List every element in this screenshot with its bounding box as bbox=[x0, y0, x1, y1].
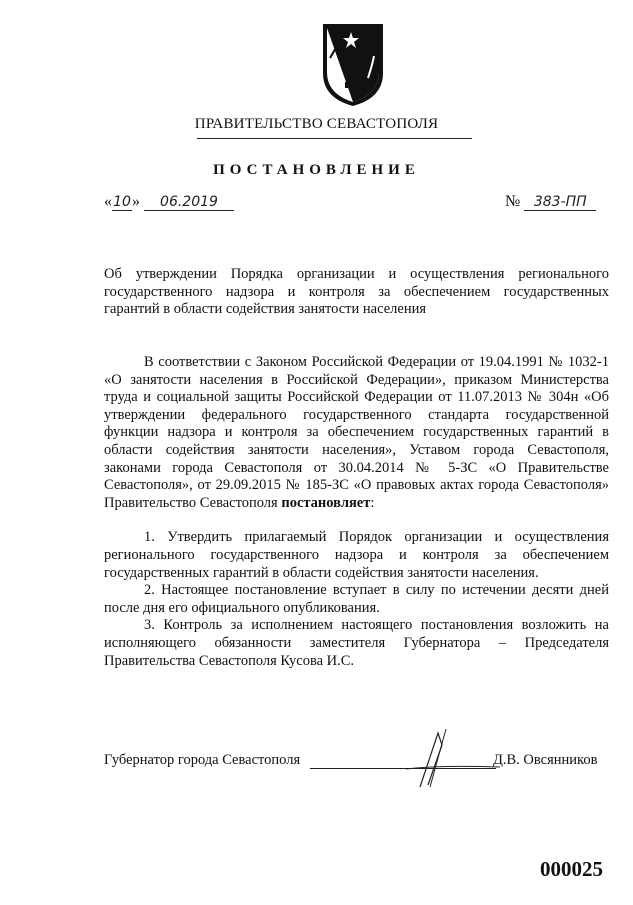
signer-name: Д.В. Овсянников bbox=[493, 752, 598, 768]
document-number bbox=[505, 193, 596, 211]
document-type: ПОСТАНОВЛЕНИЕ bbox=[213, 162, 420, 178]
date-close-quote: » bbox=[132, 193, 140, 210]
sevastopol-coat-of-arms-icon bbox=[320, 18, 386, 108]
document-body bbox=[104, 354, 609, 670]
item-1: 1. Утвердить прилагаемый Порядок организации и осуществления регионального государственного надзора и контроля за обеспечением государственных гарантий в области содействия занятости населения. bbox=[104, 529, 609, 581]
date-open-quote: « bbox=[104, 193, 112, 210]
preamble-paragraph bbox=[104, 354, 609, 512]
government-name: ПРАВИТЕЛЬСТВО СЕВАСТОПОЛЯ bbox=[194, 116, 439, 132]
preamble-text: В соответствии с Законом Российской Федерации от 19.04.1991 № 1032-1 «О занятости населения в Российской Федерации», приказом Министерства труда и социальной защиты Российской Федерации от 11.07.2013 № 304н «Об утверждении федерального государственного стандарта государственной функции надзора и контроля за обеспечением государственных гарантий в области содействия занятости населения», Уставом города Севастополя, законами города Севастополя от 30.04.2014 № 5-ЗС «О Правительстве Севастополя», от 29.09.2015 № 185-ЗС «О правовых актах города Севастополя» Правительство Севастополя bbox=[104, 354, 609, 511]
signer-position: Губернатор города Севастополя bbox=[104, 752, 301, 768]
date-day: 10 bbox=[113, 194, 131, 210]
number-value: 383-ПП bbox=[524, 194, 596, 211]
document-date bbox=[104, 193, 234, 211]
government-name-underline bbox=[197, 138, 472, 139]
item-2: 2. Настоящее постановление вступает в силу по истечении десяти дней после дня его официального опубликования. bbox=[104, 582, 609, 616]
preamble-colon: : bbox=[370, 494, 375, 511]
item-3: 3. Контроль за исполнением настоящего постановления возложить на исполняющего обязанности заместителя Губернатора – Председателя Правительства Севастополя Кусова И.С. bbox=[104, 617, 609, 669]
page-stamp-number: 000025 bbox=[540, 857, 603, 881]
date-month-year: 06.2019 bbox=[144, 194, 234, 211]
number-prefix: № bbox=[505, 193, 521, 210]
document-subject: Об утверждении Порядка организации и осуществления регионального государственного надзора и контроля за обеспечением государственных гарантий в области содействия занятости населения bbox=[104, 266, 609, 318]
resolves-word: постановляет bbox=[281, 494, 371, 511]
